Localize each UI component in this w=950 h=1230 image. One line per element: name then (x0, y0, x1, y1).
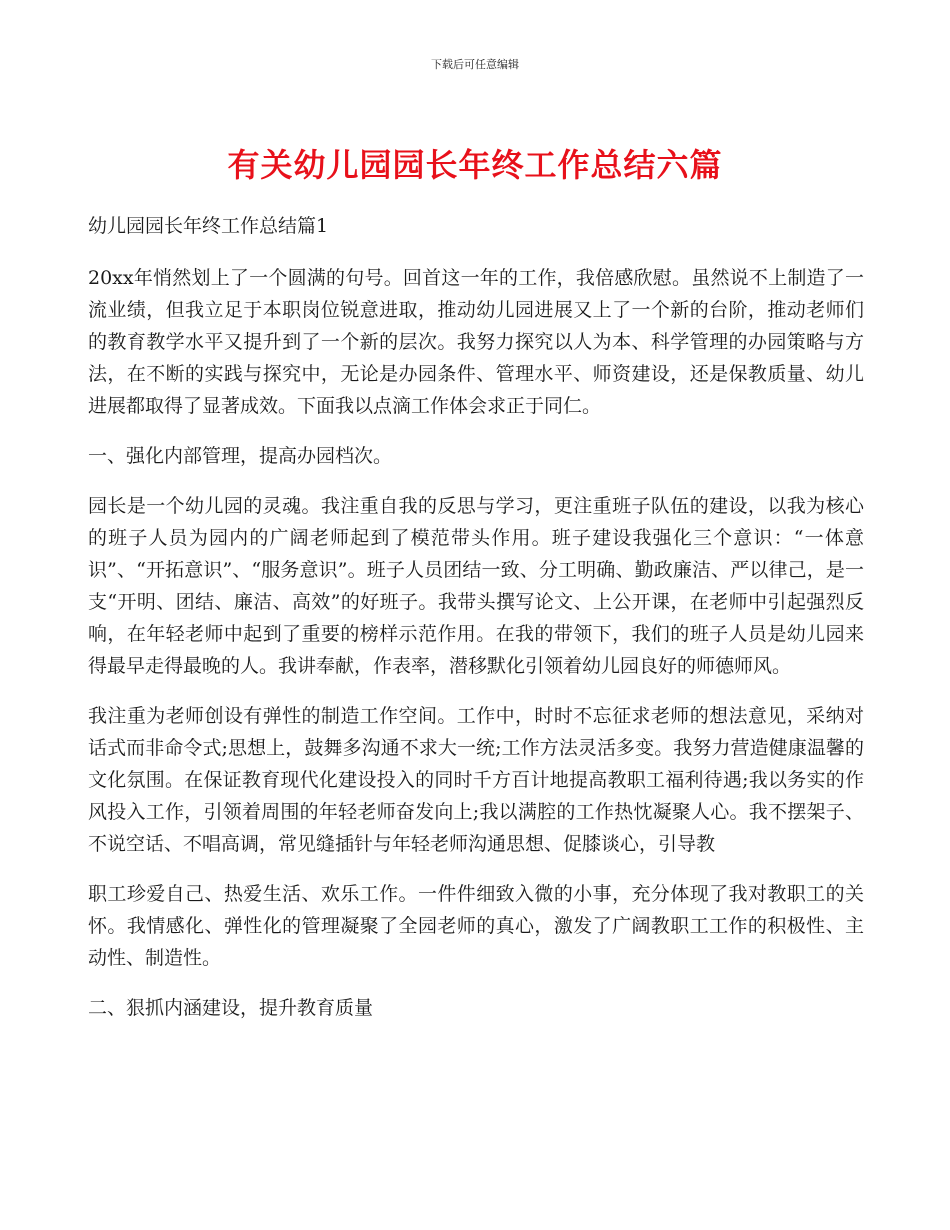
paragraph-care: 职工珍爱自己、热爱生活、欢乐工作。一件件细致入微的小事，充分体现了我对教职工的关怀。我情感化、弹性化的管理凝聚了全园老师的真心，激发了广阔教职工工作的积极性、主动性、制造性。 (88, 883, 864, 969)
paragraph-leadership: 园长是一个幼儿园的灵魂。我注重自我的反思与学习，更注重班子队伍的建设，以我为核心的班子人员为园内的广阔老师起到了模范带头作用。班子建设我强化三个意识：“一体意识”、“开拓意识”、“服务意识”。班子人员团结一致、分工明确、勤政廉洁、严以律己，是一支“开明、团结、廉洁、高效”的好班子。我带头撰写论文、上公开课，在老师中引起强烈反响，在年轻老师中起到了重要的榜样示范作用。在我的带领下，我们的班子人员是幼儿园来得最早走得最晚的人。我讲奉献，作表率，潜移默化引领着幼儿园良好的师德师风。 (88, 495, 864, 677)
document-body (88, 210, 864, 1042)
section-subtitle: 幼儿园园长年终工作总结篇1 (88, 215, 329, 237)
paragraph-intro: 20xx年悄然划上了一个圆满的句号。回首这一年的工作，我倍感欣慰。虽然说不上制造了一流业绩，但我立足于本职岗位锐意进取，推动幼儿园进展又上了一个新的台阶，推动老师们的教育教学水平又提升到了一个新的层次。我努力探究以人为本、科学管理的办园策略与方法，在不断的实践与探究中，无论是办园条件、管理水平、师资建设，还是保教质量、幼儿进展都取得了显著成效。下面我以点滴工作体会求正于同仁。 (88, 267, 864, 417)
header-note: 下载后可任意编辑 (431, 58, 519, 71)
paragraph-work-space: 我注重为老师创设有弹性的制造工作空间。工作中，时时不忘征求老师的想法意见，采纳对话式而非命令式;思想上，鼓舞多沟通不求大一统;工作方法灵活多变。我努力营造健康温馨的文化氛围。在保证教育现代化建设投入的同时千方百计地提高教职工福利待遇;我以务实的作风投入工作，引领着周围的年轻老师奋发向上;我以满腔的工作热忱凝聚人心。我不摆架子、不说空话、不唱高调，常见缝插针与年轻老师沟通思想、促膝谈心，引导教 (88, 705, 864, 855)
document-title: 有关幼儿园园长年终工作总结六篇 (227, 146, 723, 184)
section-heading-2: 二、狠抓内涵建设，提升教育质量 (88, 997, 374, 1019)
section-heading-1: 一、强化内部管理，提高办园档次。 (88, 445, 393, 467)
